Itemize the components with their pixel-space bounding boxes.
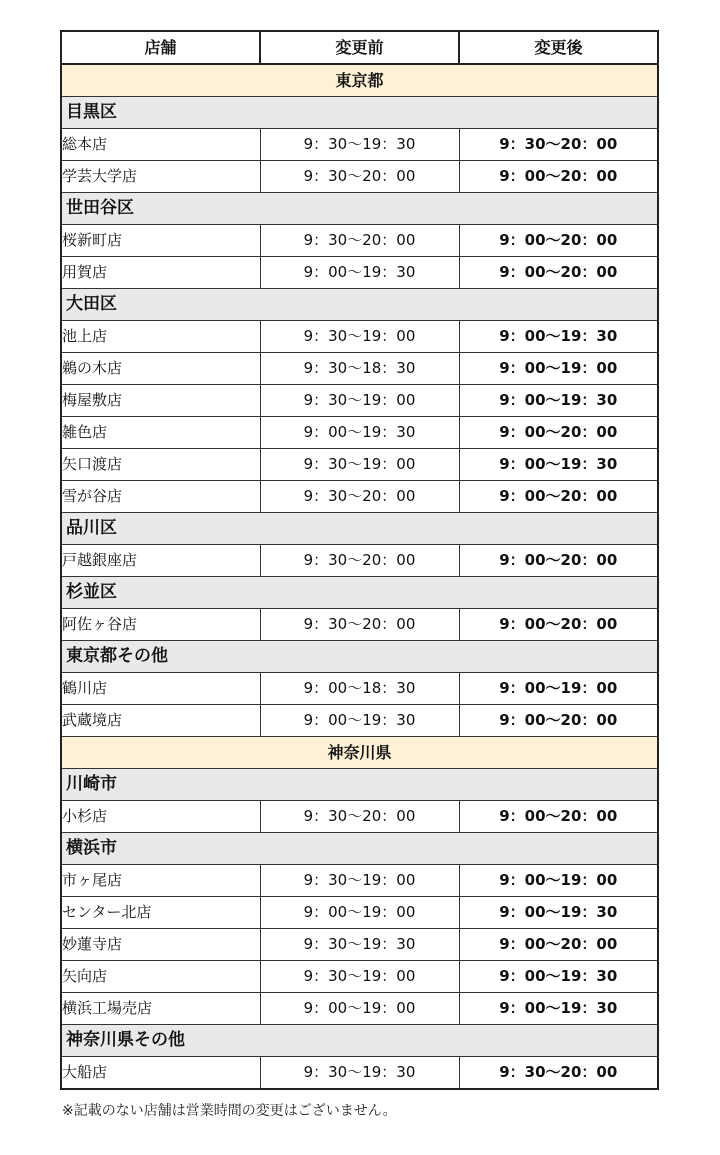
- hours-after: 9：30〜20：00: [459, 1057, 658, 1090]
- hours-before: 9：30〜19：00: [260, 449, 459, 481]
- hours-before: 9：00〜18：30: [260, 673, 459, 705]
- table-row: [61, 545, 658, 577]
- hours-after: 9：00〜19：00: [459, 865, 658, 897]
- hours-after: 9：00〜20：00: [459, 929, 658, 961]
- hours-table: [60, 30, 659, 1090]
- hours-before: 9：30〜19：30: [260, 129, 459, 161]
- header-row: [61, 31, 658, 64]
- area-name: 目黒区: [61, 97, 658, 129]
- hours-after: 9：00〜19：30: [459, 897, 658, 929]
- hours-after: 9：00〜20：00: [459, 705, 658, 737]
- table-row: [61, 705, 658, 737]
- area-name: 品川区: [61, 513, 658, 545]
- hours-after: 9：00〜20：00: [459, 481, 658, 513]
- hours-before: 9：30〜19：00: [260, 385, 459, 417]
- store-name: 横浜工場売店: [61, 993, 260, 1025]
- store-name: 鶴川店: [61, 673, 260, 705]
- area-name: 神奈川県その他: [61, 1025, 658, 1057]
- hours-before: 9：30〜20：00: [260, 225, 459, 257]
- hours-after: 9：00〜19：00: [459, 353, 658, 385]
- area-name: 杉並区: [61, 577, 658, 609]
- store-name: 桜新町店: [61, 225, 260, 257]
- store-name: 池上店: [61, 321, 260, 353]
- table-row: [61, 1057, 658, 1090]
- store-name: 妙蓮寺店: [61, 929, 260, 961]
- hours-before: 9：30〜20：00: [260, 545, 459, 577]
- hours-before: 9：00〜19：30: [260, 257, 459, 289]
- table-row: [61, 161, 658, 193]
- store-name: 矢向店: [61, 961, 260, 993]
- hours-after: 9：00〜20：00: [459, 801, 658, 833]
- table-row: [61, 129, 658, 161]
- store-name: 大船店: [61, 1057, 260, 1090]
- hours-after: 9：00〜19：30: [459, 321, 658, 353]
- area-row: [61, 1025, 658, 1057]
- hours-after: 9：00〜20：00: [459, 225, 658, 257]
- store-name: 用賀店: [61, 257, 260, 289]
- hours-after: 9：00〜20：00: [459, 417, 658, 449]
- table-row: [61, 353, 658, 385]
- area-row: [61, 833, 658, 865]
- table-row: [61, 929, 658, 961]
- hours-before: 9：00〜19：30: [260, 705, 459, 737]
- hours-before: 9：00〜19：30: [260, 417, 459, 449]
- table-row: [61, 481, 658, 513]
- prefecture-row: [61, 737, 658, 769]
- store-name: 雪が谷店: [61, 481, 260, 513]
- hours-after: 9：00〜19：00: [459, 673, 658, 705]
- prefecture-name: 神奈川県: [61, 737, 658, 769]
- table-row: [61, 993, 658, 1025]
- table-row: [61, 385, 658, 417]
- area-row: [61, 641, 658, 673]
- area-name: 東京都その他: [61, 641, 658, 673]
- area-row: [61, 577, 658, 609]
- hours-before: 9：30〜19：00: [260, 321, 459, 353]
- prefecture-row: [61, 64, 658, 97]
- hours-before: 9：30〜20：00: [260, 801, 459, 833]
- table-body: [61, 64, 658, 1089]
- footnote: ※記載のない店舗は営業時間の変更はございません。: [62, 1103, 397, 1119]
- hours-after: 9：30〜20：00: [459, 129, 658, 161]
- hours-before: 9：30〜20：00: [260, 481, 459, 513]
- prefecture-name: 東京都: [61, 64, 658, 97]
- area-name: 川崎市: [61, 769, 658, 801]
- table-row: [61, 673, 658, 705]
- store-name: 市ヶ尾店: [61, 865, 260, 897]
- header-before: 変更前: [260, 31, 459, 64]
- hours-before: 9：00〜19：00: [260, 993, 459, 1025]
- hours-after: 9：00〜19：30: [459, 385, 658, 417]
- area-row: [61, 289, 658, 321]
- table-row: [61, 257, 658, 289]
- store-name: 小杉店: [61, 801, 260, 833]
- hours-after: 9：00〜20：00: [459, 161, 658, 193]
- hours-after: 9：00〜20：00: [459, 257, 658, 289]
- hours-before: 9：00〜19：00: [260, 897, 459, 929]
- store-name: 梅屋敷店: [61, 385, 260, 417]
- hours-before: 9：30〜19：30: [260, 1057, 459, 1090]
- store-name: 阿佐ヶ谷店: [61, 609, 260, 641]
- hours-before: 9：30〜20：00: [260, 161, 459, 193]
- hours-after: 9：00〜20：00: [459, 609, 658, 641]
- area-name: 横浜市: [61, 833, 658, 865]
- area-row: [61, 513, 658, 545]
- table-row: [61, 897, 658, 929]
- table-row: [61, 801, 658, 833]
- table-row: [61, 321, 658, 353]
- table-row: [61, 417, 658, 449]
- header-after: 変更後: [459, 31, 658, 64]
- hours-after: 9：00〜19：30: [459, 993, 658, 1025]
- hours-after: 9：00〜19：30: [459, 961, 658, 993]
- area-row: [61, 769, 658, 801]
- hours-before: 9：30〜20：00: [260, 609, 459, 641]
- table-row: [61, 865, 658, 897]
- hours-before: 9：30〜19：00: [260, 865, 459, 897]
- table-row: [61, 449, 658, 481]
- store-name: 総本店: [61, 129, 260, 161]
- area-name: 世田谷区: [61, 193, 658, 225]
- store-name: 鵜の木店: [61, 353, 260, 385]
- store-name: 矢口渡店: [61, 449, 260, 481]
- area-row: [61, 193, 658, 225]
- table-row: [61, 961, 658, 993]
- hours-before: 9：30〜19：00: [260, 961, 459, 993]
- area-name: 大田区: [61, 289, 658, 321]
- table-row: [61, 225, 658, 257]
- store-name: 学芸大学店: [61, 161, 260, 193]
- hours-before: 9：30〜19：30: [260, 929, 459, 961]
- table-row: [61, 609, 658, 641]
- hours-change-sheet: [60, 30, 657, 1090]
- hours-before: 9：30〜18：30: [260, 353, 459, 385]
- area-row: [61, 97, 658, 129]
- hours-after: 9：00〜19：30: [459, 449, 658, 481]
- hours-after: 9：00〜20：00: [459, 545, 658, 577]
- store-name: 武蔵境店: [61, 705, 260, 737]
- store-name: 雑色店: [61, 417, 260, 449]
- header-store: 店舗: [61, 31, 260, 64]
- store-name: センター北店: [61, 897, 260, 929]
- store-name: 戸越銀座店: [61, 545, 260, 577]
